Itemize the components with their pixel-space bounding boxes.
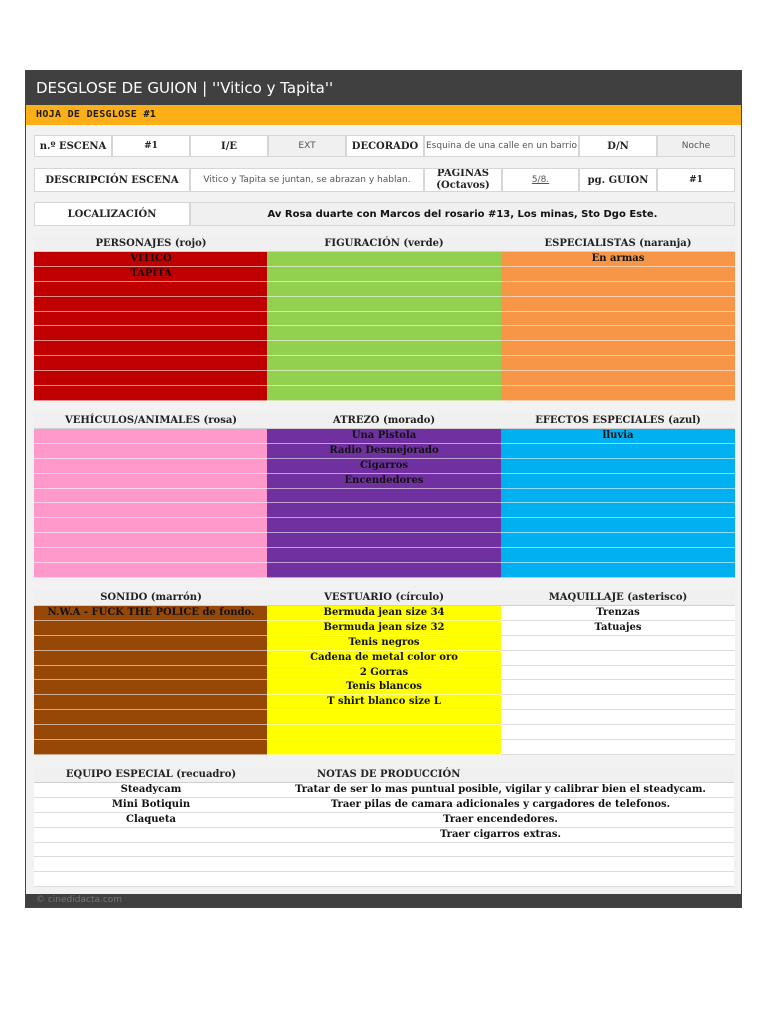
int-ext-label: I/E	[190, 135, 268, 157]
vestuario-item[interactable]: Bermuda jean size 34	[267, 606, 501, 621]
section-title-vestuario: VESTUARIO (círculo)	[267, 590, 501, 606]
efectos-item[interactable]	[501, 474, 735, 489]
efectos-item[interactable]	[501, 444, 735, 459]
especialistas-item[interactable]	[501, 326, 735, 341]
scene-number-value[interactable]: #1	[112, 135, 190, 157]
sonido-item[interactable]	[34, 651, 268, 666]
equipo-item[interactable]	[34, 843, 268, 858]
maquillaje-item[interactable]	[501, 666, 735, 681]
notas-item[interactable]	[267, 857, 734, 872]
equipo-item[interactable]: Mini Botiquin	[34, 798, 268, 813]
personajes-item[interactable]	[34, 386, 268, 401]
sonido-item[interactable]	[34, 666, 268, 681]
section-group-2	[34, 413, 734, 589]
notas-item[interactable]: Traer pilas de camara adicionales y cargadores de telefonos.	[267, 798, 734, 813]
col-notas	[267, 767, 734, 887]
equipo-item[interactable]	[34, 828, 268, 843]
atrezo-item[interactable]	[267, 518, 501, 533]
col-vehiculos	[34, 413, 268, 578]
vehiculos-item[interactable]	[34, 503, 268, 518]
especialistas-item[interactable]	[501, 297, 735, 312]
col-sonido	[34, 590, 268, 755]
section-group-4	[34, 767, 734, 887]
atrezo-item[interactable]	[267, 489, 501, 504]
personajes-item[interactable]	[34, 312, 268, 327]
especialistas-item[interactable]	[501, 386, 735, 401]
vehiculos-item[interactable]	[34, 518, 268, 533]
section-title-atrezo: ATREZO (morado)	[267, 413, 501, 429]
scene-description-label: DESCRIPCIÓN ESCENA	[34, 168, 190, 192]
col-atrezo	[267, 413, 501, 578]
section-title-personajes: PERSONAJES (rojo)	[34, 236, 268, 252]
personajes-item[interactable]	[34, 297, 268, 312]
col-especialistas	[501, 236, 735, 401]
pages-value-text: 5/8.	[531, 175, 550, 185]
col-vestuario	[267, 590, 501, 755]
section-group-3	[34, 590, 734, 766]
sonido-item[interactable]	[34, 725, 268, 740]
set-label: DECORADO	[346, 135, 424, 157]
vehiculos-item[interactable]	[34, 474, 268, 489]
vehiculos-item[interactable]	[34, 444, 268, 459]
pages-label: PÁGINAS (Octavos)	[424, 168, 502, 192]
especialistas-item[interactable]	[501, 341, 735, 356]
set-value[interactable]: Esquina de una calle en un barrio	[424, 135, 579, 157]
section-title-maquillaje: MAQUILLAJE (asterisco)	[501, 590, 735, 606]
script-page-label: pg. GUION	[579, 168, 657, 192]
vestuario-item[interactable]	[267, 740, 501, 755]
efectos-item[interactable]	[501, 548, 735, 563]
notas-item[interactable]	[267, 872, 734, 887]
efectos-item[interactable]	[501, 503, 735, 518]
atrezo-item[interactable]	[267, 503, 501, 518]
notas-item[interactable]: Traer encendedores.	[267, 813, 734, 828]
vestuario-item[interactable]: Tenis blancos	[267, 680, 501, 695]
figuracion-item[interactable]	[267, 386, 501, 401]
vehiculos-item[interactable]	[34, 548, 268, 563]
section-title-figuracion: FIGURACIÓN (verde)	[267, 236, 501, 252]
day-night-value[interactable]: Noche	[657, 135, 735, 157]
int-ext-value[interactable]: EXT	[268, 135, 346, 157]
notas-item[interactable]: Tratar de ser lo mas puntual posible, vigilar y calibrar bien el steadycam.	[267, 783, 734, 798]
sonido-item[interactable]	[34, 695, 268, 710]
efectos-item[interactable]	[501, 533, 735, 548]
section-group-1	[34, 236, 734, 412]
figuracion-item[interactable]	[267, 252, 501, 267]
atrezo-item[interactable]: Cigarros	[267, 459, 501, 474]
personajes-item[interactable]	[34, 326, 268, 341]
sonido-item[interactable]: N.W.A - FUCK THE POLICE de fondo.	[34, 606, 268, 621]
breakdown-sheet	[25, 70, 742, 908]
pages-value[interactable]	[502, 168, 579, 192]
figuracion-item[interactable]	[267, 341, 501, 356]
maquillaje-item[interactable]	[501, 636, 735, 651]
maquillaje-item[interactable]	[501, 695, 735, 710]
section-title-especialistas: ESPECIALISTAS (naranja)	[501, 236, 735, 252]
vestuario-item[interactable]: T shirt blanco size L	[267, 695, 501, 710]
section-title-equipo: EQUIPO ESPECIAL (recuadro)	[34, 767, 268, 783]
vestuario-item[interactable]	[267, 725, 501, 740]
sonido-item[interactable]	[34, 710, 268, 725]
figuracion-item[interactable]	[267, 267, 501, 282]
equipo-item[interactable]	[34, 857, 268, 872]
equipo-item[interactable]	[34, 872, 268, 887]
especialistas-item[interactable]: En armas	[501, 252, 735, 267]
efectos-item[interactable]	[501, 518, 735, 533]
especialistas-item[interactable]	[501, 282, 735, 297]
especialistas-item[interactable]	[501, 356, 735, 371]
vehiculos-item[interactable]	[34, 489, 268, 504]
personajes-item[interactable]	[34, 371, 268, 386]
efectos-item[interactable]: lluvia	[501, 429, 735, 444]
vestuario-item[interactable]: Cadena de metal color oro	[267, 651, 501, 666]
figuracion-item[interactable]	[267, 326, 501, 341]
col-personajes	[34, 236, 268, 401]
maquillaje-item[interactable]	[501, 680, 735, 695]
efectos-item[interactable]	[501, 563, 735, 578]
vestuario-item[interactable]: Tenis negros	[267, 636, 501, 651]
maquillaje-item[interactable]	[501, 710, 735, 725]
efectos-item[interactable]	[501, 489, 735, 504]
especialistas-item[interactable]	[501, 267, 735, 282]
section-title-sonido: SONIDO (marrón)	[34, 590, 268, 606]
sonido-item[interactable]	[34, 636, 268, 651]
location-value[interactable]: Av Rosa duarte con Marcos del rosario #13, Los minas, Sto Dgo Este.	[190, 202, 735, 226]
col-efectos	[501, 413, 735, 578]
figuracion-item[interactable]	[267, 356, 501, 371]
maquillaje-item[interactable]	[501, 740, 735, 755]
atrezo-item[interactable]	[267, 533, 501, 548]
personajes-item[interactable]: TAPITA	[34, 267, 268, 282]
vehiculos-item[interactable]	[34, 429, 268, 444]
sonido-item[interactable]	[34, 621, 268, 636]
notas-item[interactable]: Traer cigarros extras.	[267, 828, 734, 843]
personajes-item[interactable]	[34, 282, 268, 297]
atrezo-item[interactable]: Una Pistola	[267, 429, 501, 444]
especialistas-item[interactable]	[501, 371, 735, 386]
vehiculos-item[interactable]	[34, 533, 268, 548]
figuracion-item[interactable]	[267, 371, 501, 386]
equipo-item[interactable]: Claqueta	[34, 813, 268, 828]
personajes-item[interactable]	[34, 356, 268, 371]
personajes-item[interactable]: VITICO	[34, 252, 268, 267]
day-night-label: D/N	[579, 135, 657, 157]
section-title-vehiculos: VEHÍCULOS/ANIMALES (rosa)	[34, 413, 268, 429]
maquillaje-item[interactable]	[501, 651, 735, 666]
script-page-value[interactable]: #1	[657, 168, 735, 192]
vestuario-item[interactable]: 2 Gorras	[267, 666, 501, 681]
atrezo-item[interactable]: Radio Desmejorado	[267, 444, 501, 459]
section-title-efectos: EFECTOS ESPECIALES (azul)	[501, 413, 735, 429]
figuracion-item[interactable]	[267, 312, 501, 327]
maquillaje-item[interactable]: Tatuajes	[501, 621, 735, 636]
col-equipo	[34, 767, 268, 887]
sonido-item[interactable]	[34, 680, 268, 695]
efectos-item[interactable]	[501, 459, 735, 474]
maquillaje-item[interactable]	[501, 725, 735, 740]
col-figuracion	[267, 236, 501, 401]
notas-item[interactable]	[267, 843, 734, 858]
vehiculos-item[interactable]	[34, 459, 268, 474]
col-maquillaje	[501, 590, 735, 755]
figuracion-item[interactable]	[267, 297, 501, 312]
equipo-item[interactable]: Steadycam	[34, 783, 268, 798]
vestuario-item[interactable]	[267, 710, 501, 725]
atrezo-item[interactable]	[267, 548, 501, 563]
section-title-notas: NOTAS DE PRODUCCIÓN	[267, 767, 734, 783]
location-label: LOCALIZACIÓN	[34, 202, 190, 226]
vestuario-item[interactable]: Bermuda jean size 32	[267, 621, 501, 636]
scene-number-label: n.º ESCENA	[34, 135, 112, 157]
maquillaje-item[interactable]: Trenzas	[501, 606, 735, 621]
footer-credit: © cinedidacta.com	[26, 894, 741, 907]
vehiculos-item[interactable]	[34, 563, 268, 578]
atrezo-item[interactable]	[267, 563, 501, 578]
sonido-item[interactable]	[34, 740, 268, 755]
figuracion-item[interactable]	[267, 282, 501, 297]
sheet-subtitle: HOJA DE DESGLOSE #1	[26, 105, 741, 125]
scene-description-value[interactable]: Vitico y Tapita se juntan, se abrazan y hablan.	[190, 168, 424, 192]
sheet-title: DESGLOSE DE GUION | ''Vitico y Tapita''	[26, 71, 741, 105]
especialistas-item[interactable]	[501, 312, 735, 327]
atrezo-item[interactable]: Encendedores	[267, 474, 501, 489]
personajes-item[interactable]	[34, 341, 268, 356]
